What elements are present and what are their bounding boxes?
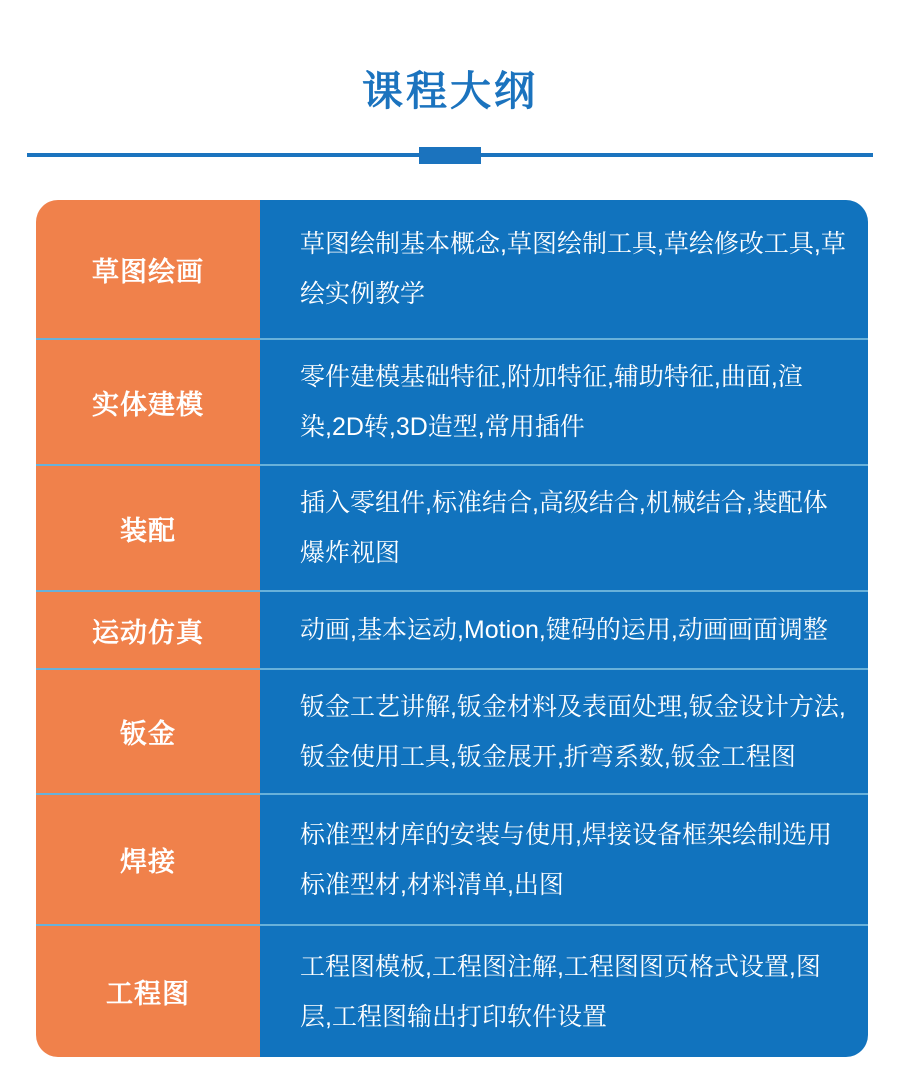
table-row xyxy=(36,590,868,668)
topics-text: 零件建模基础特征,附加特征,辅助特征,曲面,渲染,2D转,3D造型,常用插件 xyxy=(300,363,803,441)
course-outline-table xyxy=(36,200,868,1057)
table-row xyxy=(36,338,868,464)
module-label: 实体建模 xyxy=(92,389,204,420)
topics-cell xyxy=(260,670,868,793)
table-row xyxy=(36,200,868,338)
module-cell xyxy=(36,200,260,338)
table-row xyxy=(36,668,868,793)
divider-center-block xyxy=(419,147,481,164)
topics-text: 工程图模板,工程图注解,工程图图页格式设置,图层,工程图输出打印软件设置 xyxy=(300,952,821,1031)
module-label: 钣金 xyxy=(120,719,176,749)
topics-text: 插入零组件,标准结合,高级结合,机械结合,装配体爆炸视图 xyxy=(300,489,828,567)
module-label: 工程图 xyxy=(106,979,190,1009)
table-row xyxy=(36,464,868,590)
table-row xyxy=(36,924,868,1057)
topics-cell xyxy=(260,340,868,464)
module-cell xyxy=(36,795,260,924)
topics-text: 动画,基本运动,Motion,键码的运用,动画画面调整 xyxy=(300,616,828,644)
section-divider xyxy=(27,147,873,164)
topics-cell xyxy=(260,466,868,590)
topics-cell xyxy=(260,795,868,924)
table-row xyxy=(36,793,868,924)
module-cell xyxy=(36,340,260,464)
module-cell xyxy=(36,926,260,1057)
topics-cell xyxy=(260,200,868,338)
module-cell xyxy=(36,466,260,590)
topics-text: 标准型材库的安装与使用,焊接设备框架绘制选用标准型材,材料清单,出图 xyxy=(300,820,832,899)
module-cell xyxy=(36,670,260,793)
topics-cell xyxy=(260,926,868,1057)
module-cell xyxy=(36,592,260,668)
module-label: 装配 xyxy=(120,515,176,546)
module-label: 焊接 xyxy=(120,847,176,877)
page-title: 课程大纲 xyxy=(362,68,538,114)
module-label: 草图绘画 xyxy=(92,256,204,287)
topics-cell xyxy=(260,592,868,668)
topics-text: 钣金工艺讲解,钣金材料及表面处理,钣金设计方法,钣金使用工具,钣金展开,折弯系数,钣金工程图 xyxy=(300,692,846,771)
topics-text: 草图绘制基本概念,草图绘制工具,草绘修改工具,草绘实例教学 xyxy=(300,230,846,308)
module-label: 运动仿真 xyxy=(92,617,204,648)
